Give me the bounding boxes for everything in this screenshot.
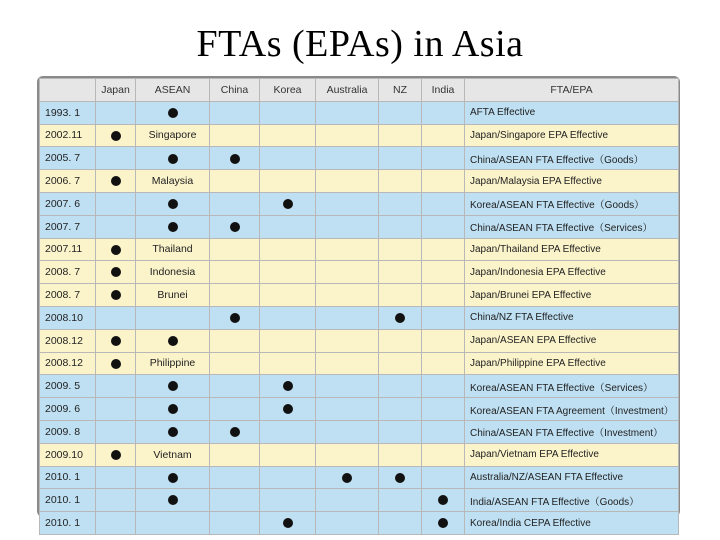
country-cell: [379, 170, 422, 193]
row-fta-description: Korea/ASEAN FTA Effective（Services）: [465, 375, 679, 398]
row-fta-description: China/ASEAN FTA Effective（Services）: [465, 215, 679, 238]
country-cell: Brunei: [136, 284, 210, 307]
participant-dot-icon: [168, 199, 178, 209]
participant-dot-icon: [168, 108, 178, 118]
country-cell: [136, 192, 210, 215]
country-cell: [260, 489, 316, 512]
country-cell: [422, 352, 465, 375]
country-cell: [260, 192, 316, 215]
country-cell: [422, 489, 465, 512]
country-cell: [136, 489, 210, 512]
row-fta-description: India/ASEAN FTA Effective（Goods）: [465, 489, 679, 512]
participant-dot-icon: [168, 336, 178, 346]
country-cell: [210, 215, 260, 238]
row-fta-description: Japan/Philippine EPA Effective: [465, 352, 679, 375]
table-row: [40, 192, 679, 215]
country-cell: [96, 170, 136, 193]
participant-dot-icon: [168, 427, 178, 437]
country-cell: [422, 124, 465, 147]
participant-dot-icon: [168, 495, 178, 505]
participant-dot-icon: [395, 313, 405, 323]
country-cell: [379, 215, 422, 238]
participant-dot-icon: [111, 336, 121, 346]
country-cell: [96, 147, 136, 170]
country-cell: [210, 329, 260, 352]
row-date: 2007. 7: [40, 215, 96, 238]
table-row: [40, 466, 679, 489]
row-date: 2007. 6: [40, 192, 96, 215]
country-cell: [136, 466, 210, 489]
table-body: [40, 101, 679, 534]
country-cell: [422, 375, 465, 398]
country-cell: [316, 443, 379, 466]
row-date: 2008.12: [40, 329, 96, 352]
row-date: 2008.12: [40, 352, 96, 375]
country-cell: [422, 215, 465, 238]
row-date: 2009. 6: [40, 398, 96, 421]
country-cell: [96, 284, 136, 307]
row-date: 2007.11: [40, 238, 96, 261]
country-cell: [96, 352, 136, 375]
row-fta-description: China/ASEAN FTA Effective（Investment）: [465, 420, 679, 443]
participant-dot-icon: [230, 222, 240, 232]
table-row: [40, 352, 679, 375]
country-cell: [136, 215, 210, 238]
row-date: 2006. 7: [40, 170, 96, 193]
country-cell: [210, 170, 260, 193]
country-cell: [210, 261, 260, 284]
country-cell: [260, 101, 316, 124]
row-date: 2005. 7: [40, 147, 96, 170]
country-cell: [422, 170, 465, 193]
participant-dot-icon: [283, 199, 293, 209]
header-date-column: [40, 79, 96, 102]
country-cell: [422, 192, 465, 215]
row-fta-description: China/NZ FTA Effective: [465, 306, 679, 329]
participant-dot-icon: [283, 381, 293, 391]
country-cell: Philippine: [136, 352, 210, 375]
country-cell: [260, 170, 316, 193]
country-cell: [379, 238, 422, 261]
table-row: [40, 306, 679, 329]
table-row: [40, 512, 679, 535]
fta-table: [39, 78, 679, 535]
country-cell: [96, 489, 136, 512]
country-cell: [316, 170, 379, 193]
participant-dot-icon: [168, 381, 178, 391]
participant-dot-icon: [168, 404, 178, 414]
country-cell: [379, 261, 422, 284]
participant-dot-icon: [230, 154, 240, 164]
header-column: Japan: [96, 79, 136, 102]
participant-dot-icon: [111, 290, 121, 300]
table-row: [40, 101, 679, 124]
country-cell: [379, 489, 422, 512]
country-cell: [316, 261, 379, 284]
country-cell: [260, 443, 316, 466]
country-cell: [422, 284, 465, 307]
country-cell: [210, 306, 260, 329]
row-fta-description: Japan/Brunei EPA Effective: [465, 284, 679, 307]
country-cell: [422, 329, 465, 352]
row-fta-description: Japan/Thailand EPA Effective: [465, 238, 679, 261]
table-row: [40, 329, 679, 352]
row-fta-description: Japan/ASEAN EPA Effective: [465, 329, 679, 352]
header-column: Australia: [316, 79, 379, 102]
country-cell: Thailand: [136, 238, 210, 261]
row-date: 2009. 5: [40, 375, 96, 398]
header-column: FTA/EPA: [465, 79, 679, 102]
country-cell: [260, 147, 316, 170]
table-row: [40, 489, 679, 512]
country-cell: [96, 375, 136, 398]
country-cell: [260, 238, 316, 261]
country-cell: [96, 398, 136, 421]
country-cell: [260, 329, 316, 352]
participant-dot-icon: [283, 404, 293, 414]
country-cell: [422, 466, 465, 489]
country-cell: [136, 375, 210, 398]
country-cell: [260, 512, 316, 535]
fta-table-frame: [37, 76, 680, 530]
table-row: [40, 398, 679, 421]
country-cell: [136, 420, 210, 443]
country-cell: [136, 398, 210, 421]
country-cell: [316, 147, 379, 170]
participant-dot-icon: [111, 131, 121, 141]
country-cell: [316, 466, 379, 489]
participant-dot-icon: [168, 222, 178, 232]
country-cell: [210, 192, 260, 215]
table-row: [40, 420, 679, 443]
row-date: 2008.10: [40, 306, 96, 329]
participant-dot-icon: [168, 473, 178, 483]
row-fta-description: Japan/Malaysia EPA Effective: [465, 170, 679, 193]
row-fta-description: Australia/NZ/ASEAN FTA Effective: [465, 466, 679, 489]
country-cell: [210, 238, 260, 261]
country-cell: [379, 329, 422, 352]
country-cell: [210, 489, 260, 512]
row-date: 2008. 7: [40, 284, 96, 307]
row-date: 2009. 8: [40, 420, 96, 443]
table-row: [40, 375, 679, 398]
participant-dot-icon: [111, 267, 121, 277]
country-cell: [422, 147, 465, 170]
country-cell: [210, 443, 260, 466]
country-cell: [136, 101, 210, 124]
table-row: [40, 261, 679, 284]
country-cell: [260, 466, 316, 489]
country-cell: Vietnam: [136, 443, 210, 466]
country-cell: [316, 215, 379, 238]
country-cell: [210, 420, 260, 443]
participant-dot-icon: [111, 176, 121, 186]
country-cell: [379, 306, 422, 329]
country-cell: [96, 238, 136, 261]
header-row: [40, 79, 679, 102]
country-cell: [379, 192, 422, 215]
country-cell: [316, 512, 379, 535]
country-cell: [210, 284, 260, 307]
header-column: ASEAN: [136, 79, 210, 102]
country-cell: [210, 466, 260, 489]
country-cell: [379, 466, 422, 489]
table-row: [40, 284, 679, 307]
table-row: [40, 443, 679, 466]
participant-dot-icon: [438, 495, 448, 505]
country-cell: [379, 375, 422, 398]
row-fta-description: China/ASEAN FTA Effective（Goods）: [465, 147, 679, 170]
row-date: 1993. 1: [40, 101, 96, 124]
table-row: [40, 170, 679, 193]
country-cell: [379, 124, 422, 147]
participant-dot-icon: [395, 473, 405, 483]
country-cell: [260, 261, 316, 284]
country-cell: [136, 147, 210, 170]
country-cell: [260, 284, 316, 307]
header-column: China: [210, 79, 260, 102]
country-cell: [379, 147, 422, 170]
country-cell: [210, 101, 260, 124]
country-cell: [379, 512, 422, 535]
country-cell: [210, 512, 260, 535]
row-date: 2010. 1: [40, 489, 96, 512]
country-cell: [136, 512, 210, 535]
participant-dot-icon: [438, 518, 448, 528]
country-cell: [260, 420, 316, 443]
row-fta-description: Korea/ASEAN FTA Effective（Goods）: [465, 192, 679, 215]
country-cell: [96, 215, 136, 238]
country-cell: [422, 261, 465, 284]
country-cell: [260, 375, 316, 398]
country-cell: [96, 512, 136, 535]
country-cell: [210, 375, 260, 398]
country-cell: [316, 101, 379, 124]
country-cell: [316, 329, 379, 352]
table-row: [40, 124, 679, 147]
country-cell: [96, 420, 136, 443]
row-date: 2010. 1: [40, 512, 96, 535]
table-row: [40, 215, 679, 238]
country-cell: [316, 420, 379, 443]
country-cell: [96, 466, 136, 489]
country-cell: [379, 398, 422, 421]
participant-dot-icon: [168, 154, 178, 164]
participant-dot-icon: [111, 450, 121, 460]
country-cell: [316, 284, 379, 307]
country-cell: [379, 101, 422, 124]
country-cell: [422, 306, 465, 329]
country-cell: [260, 352, 316, 375]
country-cell: [316, 238, 379, 261]
country-cell: [96, 261, 136, 284]
country-cell: Indonesia: [136, 261, 210, 284]
row-fta-description: Japan/Indonesia EPA Effective: [465, 261, 679, 284]
participant-dot-icon: [230, 313, 240, 323]
participant-dot-icon: [283, 518, 293, 528]
row-date: 2002.11: [40, 124, 96, 147]
country-cell: [136, 306, 210, 329]
country-cell: [96, 101, 136, 124]
table-row: [40, 238, 679, 261]
country-cell: [210, 124, 260, 147]
country-cell: [260, 124, 316, 147]
country-cell: Malaysia: [136, 170, 210, 193]
row-date: 2010. 1: [40, 466, 96, 489]
country-cell: [96, 329, 136, 352]
country-cell: [379, 420, 422, 443]
country-cell: [96, 124, 136, 147]
country-cell: [260, 306, 316, 329]
row-fta-description: Japan/Singapore EPA Effective: [465, 124, 679, 147]
country-cell: [316, 398, 379, 421]
row-fta-description: Korea/ASEAN FTA Agreement（Investment）: [465, 398, 679, 421]
participant-dot-icon: [111, 245, 121, 255]
country-cell: [379, 443, 422, 466]
country-cell: [210, 147, 260, 170]
country-cell: [260, 215, 316, 238]
country-cell: [96, 443, 136, 466]
country-cell: [422, 512, 465, 535]
country-cell: [210, 352, 260, 375]
participant-dot-icon: [111, 359, 121, 369]
country-cell: [316, 192, 379, 215]
country-cell: [422, 238, 465, 261]
row-date: 2009.10: [40, 443, 96, 466]
country-cell: [316, 489, 379, 512]
row-fta-description: Japan/Vietnam EPA Effective: [465, 443, 679, 466]
header-column: India: [422, 79, 465, 102]
country-cell: [316, 124, 379, 147]
country-cell: [260, 398, 316, 421]
row-fta-description: Korea/India CEPA Effective: [465, 512, 679, 535]
country-cell: [136, 329, 210, 352]
country-cell: [96, 306, 136, 329]
country-cell: [379, 352, 422, 375]
country-cell: [422, 101, 465, 124]
country-cell: [316, 352, 379, 375]
row-fta-description: AFTA Effective: [465, 101, 679, 124]
table-row: [40, 147, 679, 170]
country-cell: [96, 192, 136, 215]
header-column: Korea: [260, 79, 316, 102]
row-date: 2008. 7: [40, 261, 96, 284]
country-cell: [422, 398, 465, 421]
country-cell: [422, 443, 465, 466]
participant-dot-icon: [230, 427, 240, 437]
country-cell: Singapore: [136, 124, 210, 147]
country-cell: [316, 375, 379, 398]
country-cell: [379, 284, 422, 307]
header-column: NZ: [379, 79, 422, 102]
country-cell: [210, 398, 260, 421]
country-cell: [422, 420, 465, 443]
country-cell: [316, 306, 379, 329]
slide-title: FTAs (EPAs) in Asia: [196, 23, 524, 65]
participant-dot-icon: [342, 473, 352, 483]
